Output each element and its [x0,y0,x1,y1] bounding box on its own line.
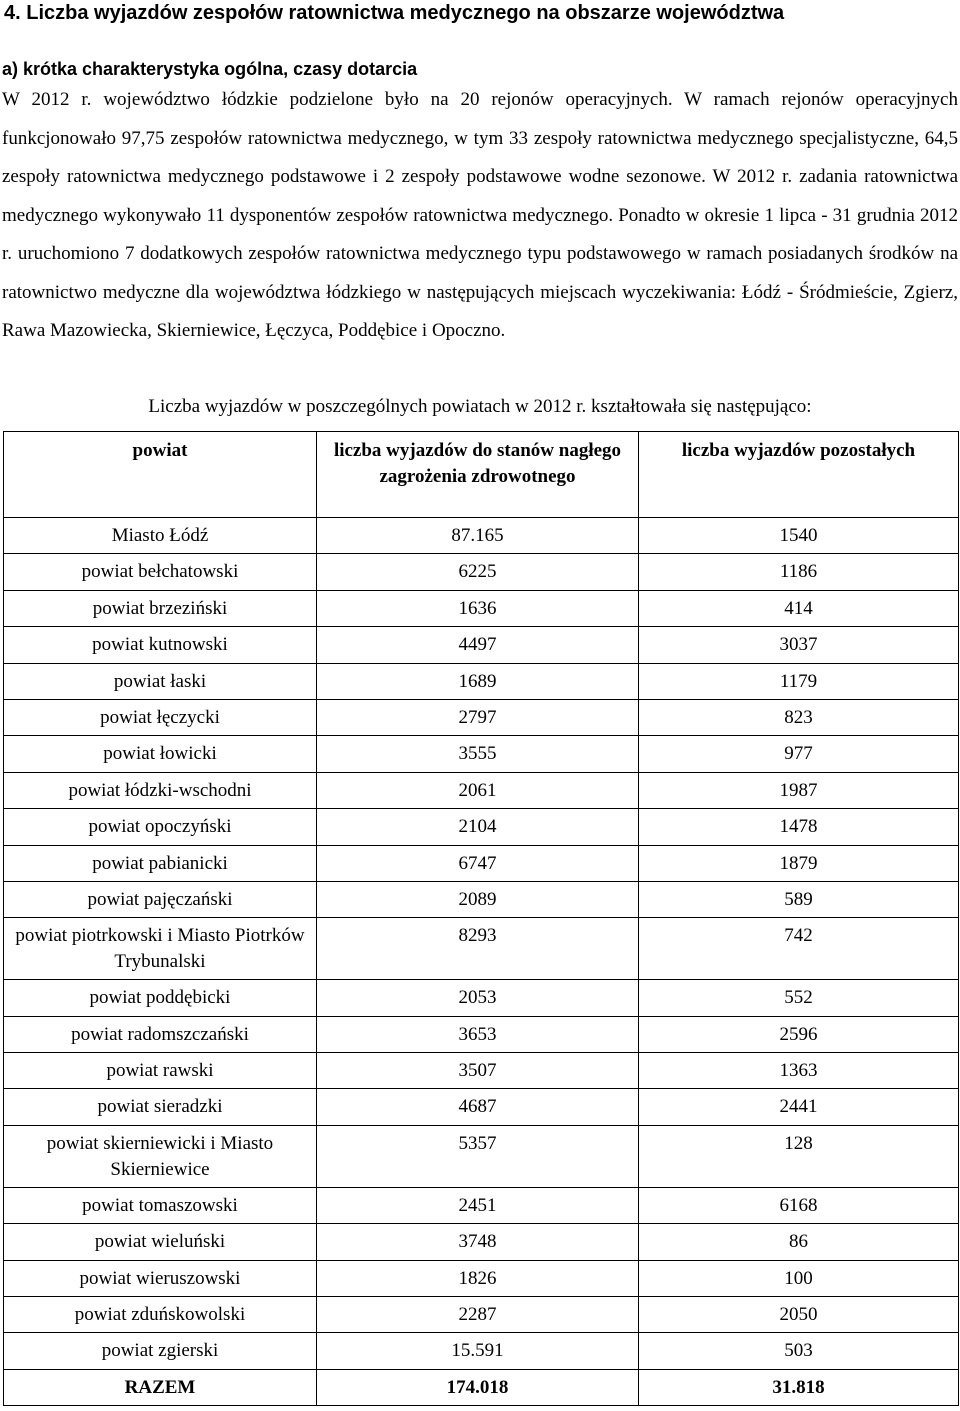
cell-county: powiat pabianicki [4,845,317,881]
cell-emergency: 2287 [317,1297,639,1333]
table-row [4,1053,959,1089]
table-row [4,627,959,663]
cell-emergency: 5357 [317,1125,639,1187]
cell-other: 414 [639,590,959,626]
cell-other: 2596 [639,1016,959,1052]
table-row [4,1016,959,1052]
cell-county: powiat opoczyński [4,809,317,845]
cell-county: powiat łowicki [4,736,317,772]
table-total-row [4,1369,959,1405]
cell-county: Miasto Łódź [4,518,317,554]
table-header-row [4,432,959,518]
cell-county: powiat wieruszowski [4,1260,317,1296]
header-other-dispatches: liczba wyjazdów pozostałych [639,432,959,518]
table-caption: Liczba wyjazdów w poszczególnych powiatach w 2012 r. kształtowała się następująco: [148,396,812,417]
cell-emergency: 2089 [317,881,639,917]
cell-emergency: 6747 [317,845,639,881]
dispatch-table [3,431,959,1406]
cell-emergency: 2053 [317,980,639,1016]
cell-county: powiat brzeziński [4,590,317,626]
cell-county: powiat radomszczański [4,1016,317,1052]
table-row [4,809,959,845]
cell-county: powiat łaski [4,663,317,699]
cell-emergency: 2061 [317,772,639,808]
cell-emergency: 15.591 [317,1333,639,1369]
cell-emergency: 1689 [317,663,639,699]
cell-county: powiat łęczycki [4,699,317,735]
table-row [4,980,959,1016]
cell-county: powiat tomaszowski [4,1187,317,1223]
cell-other: 552 [639,980,959,1016]
cell-other: 86 [639,1224,959,1260]
total-other: 31.818 [639,1369,959,1405]
table-body [4,518,959,1406]
table-row [4,736,959,772]
cell-other: 1478 [639,809,959,845]
cell-county: powiat sieradzki [4,1089,317,1125]
cell-county: powiat łódzki-wschodni [4,772,317,808]
table-row [4,590,959,626]
cell-emergency: 8293 [317,918,639,980]
table-row [4,663,959,699]
cell-other: 823 [639,699,959,735]
table-row [4,699,959,735]
table-row [4,1333,959,1369]
table-row [4,1089,959,1125]
cell-other: 1987 [639,772,959,808]
cell-emergency: 3555 [317,736,639,772]
table-row [4,881,959,917]
cell-county: powiat bełchatowski [4,554,317,590]
cell-other: 503 [639,1333,959,1369]
cell-county: powiat zduńskowolski [4,1297,317,1333]
cell-emergency: 3507 [317,1053,639,1089]
subsection-heading: a) krótka charakterystyka ogólna, czasy dotarcia [2,59,418,79]
cell-other: 977 [639,736,959,772]
total-label: RAZEM [4,1369,317,1405]
table-row [4,1125,959,1187]
cell-emergency: 6225 [317,554,639,590]
cell-county: powiat poddębicki [4,980,317,1016]
cell-county: powiat rawski [4,1053,317,1089]
table-row [4,1187,959,1223]
cell-other: 742 [639,918,959,980]
cell-other: 6168 [639,1187,959,1223]
cell-emergency: 3653 [317,1016,639,1052]
table-row [4,1260,959,1296]
table-row [4,554,959,590]
table-row [4,1224,959,1260]
table-row [4,518,959,554]
cell-other: 100 [639,1260,959,1296]
cell-emergency: 2797 [317,699,639,735]
header-county: powiat [4,432,317,518]
table-row [4,845,959,881]
cell-emergency: 1826 [317,1260,639,1296]
cell-emergency: 87.165 [317,518,639,554]
cell-county: powiat pajęczański [4,881,317,917]
cell-county: powiat kutnowski [4,627,317,663]
cell-other: 2050 [639,1297,959,1333]
table-row [4,918,959,980]
cell-county: powiat wieluński [4,1224,317,1260]
cell-emergency: 2451 [317,1187,639,1223]
cell-emergency: 4497 [317,627,639,663]
cell-emergency: 4687 [317,1089,639,1125]
cell-emergency: 3748 [317,1224,639,1260]
cell-other: 589 [639,881,959,917]
section-heading: 4. Liczba wyjazdów zespołów ratownictwa medycznego na obszarze województwa [4,2,785,24]
table-row [4,1297,959,1333]
total-emergency: 174.018 [317,1369,639,1405]
cell-emergency: 2104 [317,809,639,845]
cell-county: powiat zgierski [4,1333,317,1369]
cell-other: 128 [639,1125,959,1187]
cell-emergency: 1636 [317,590,639,626]
cell-other: 3037 [639,627,959,663]
cell-other: 1179 [639,663,959,699]
cell-other: 1363 [639,1053,959,1089]
cell-county: powiat piotrkowski i Miasto Piotrków Trybunalski [4,918,317,980]
cell-other: 1879 [639,845,959,881]
lead-paragraph: W 2012 r. województwo łódzkie podzielone było na 20 rejonów operacyjnych. W ramach rejonów operacyjnych funkcjonowało 97,75 zespołów ratownictwa medycznego, w tym 33 zespoły ratownictwa medycznego specjalistyczne, 64,5 zespoły ratownictwa medycznego podstawowe i 2 zespoły podstawowe wodne sezonowe. W 2012 r. zadania ratownictwa medycznego wykonywało 11 dysponentów zespołów ratownictwa medycznego. Ponadto w okresie 1 lipca - 31 grudnia 2012 r. uruchomiono 7 dodatkowych zespołów ratownictwa medycznego typu podstawowego w ramach posiadanych środków na ratownictwo medyczne dla województwa łódzkiego w następujących miejscach wyczekiwania: Łódź - Śródmieście, Zgierz, Rawa Mazowiecka, Skierniewice, Łęczyca, Poddębice i Opoczno. [2,89,958,341]
cell-other: 1540 [639,518,959,554]
cell-county: powiat skierniewicki i Miasto Skierniewice [4,1125,317,1187]
table-row [4,772,959,808]
cell-other: 1186 [639,554,959,590]
cell-other: 2441 [639,1089,959,1125]
header-emergency-dispatches: liczba wyjazdów do stanów nagłego zagrożenia zdrowotnego [317,432,639,518]
